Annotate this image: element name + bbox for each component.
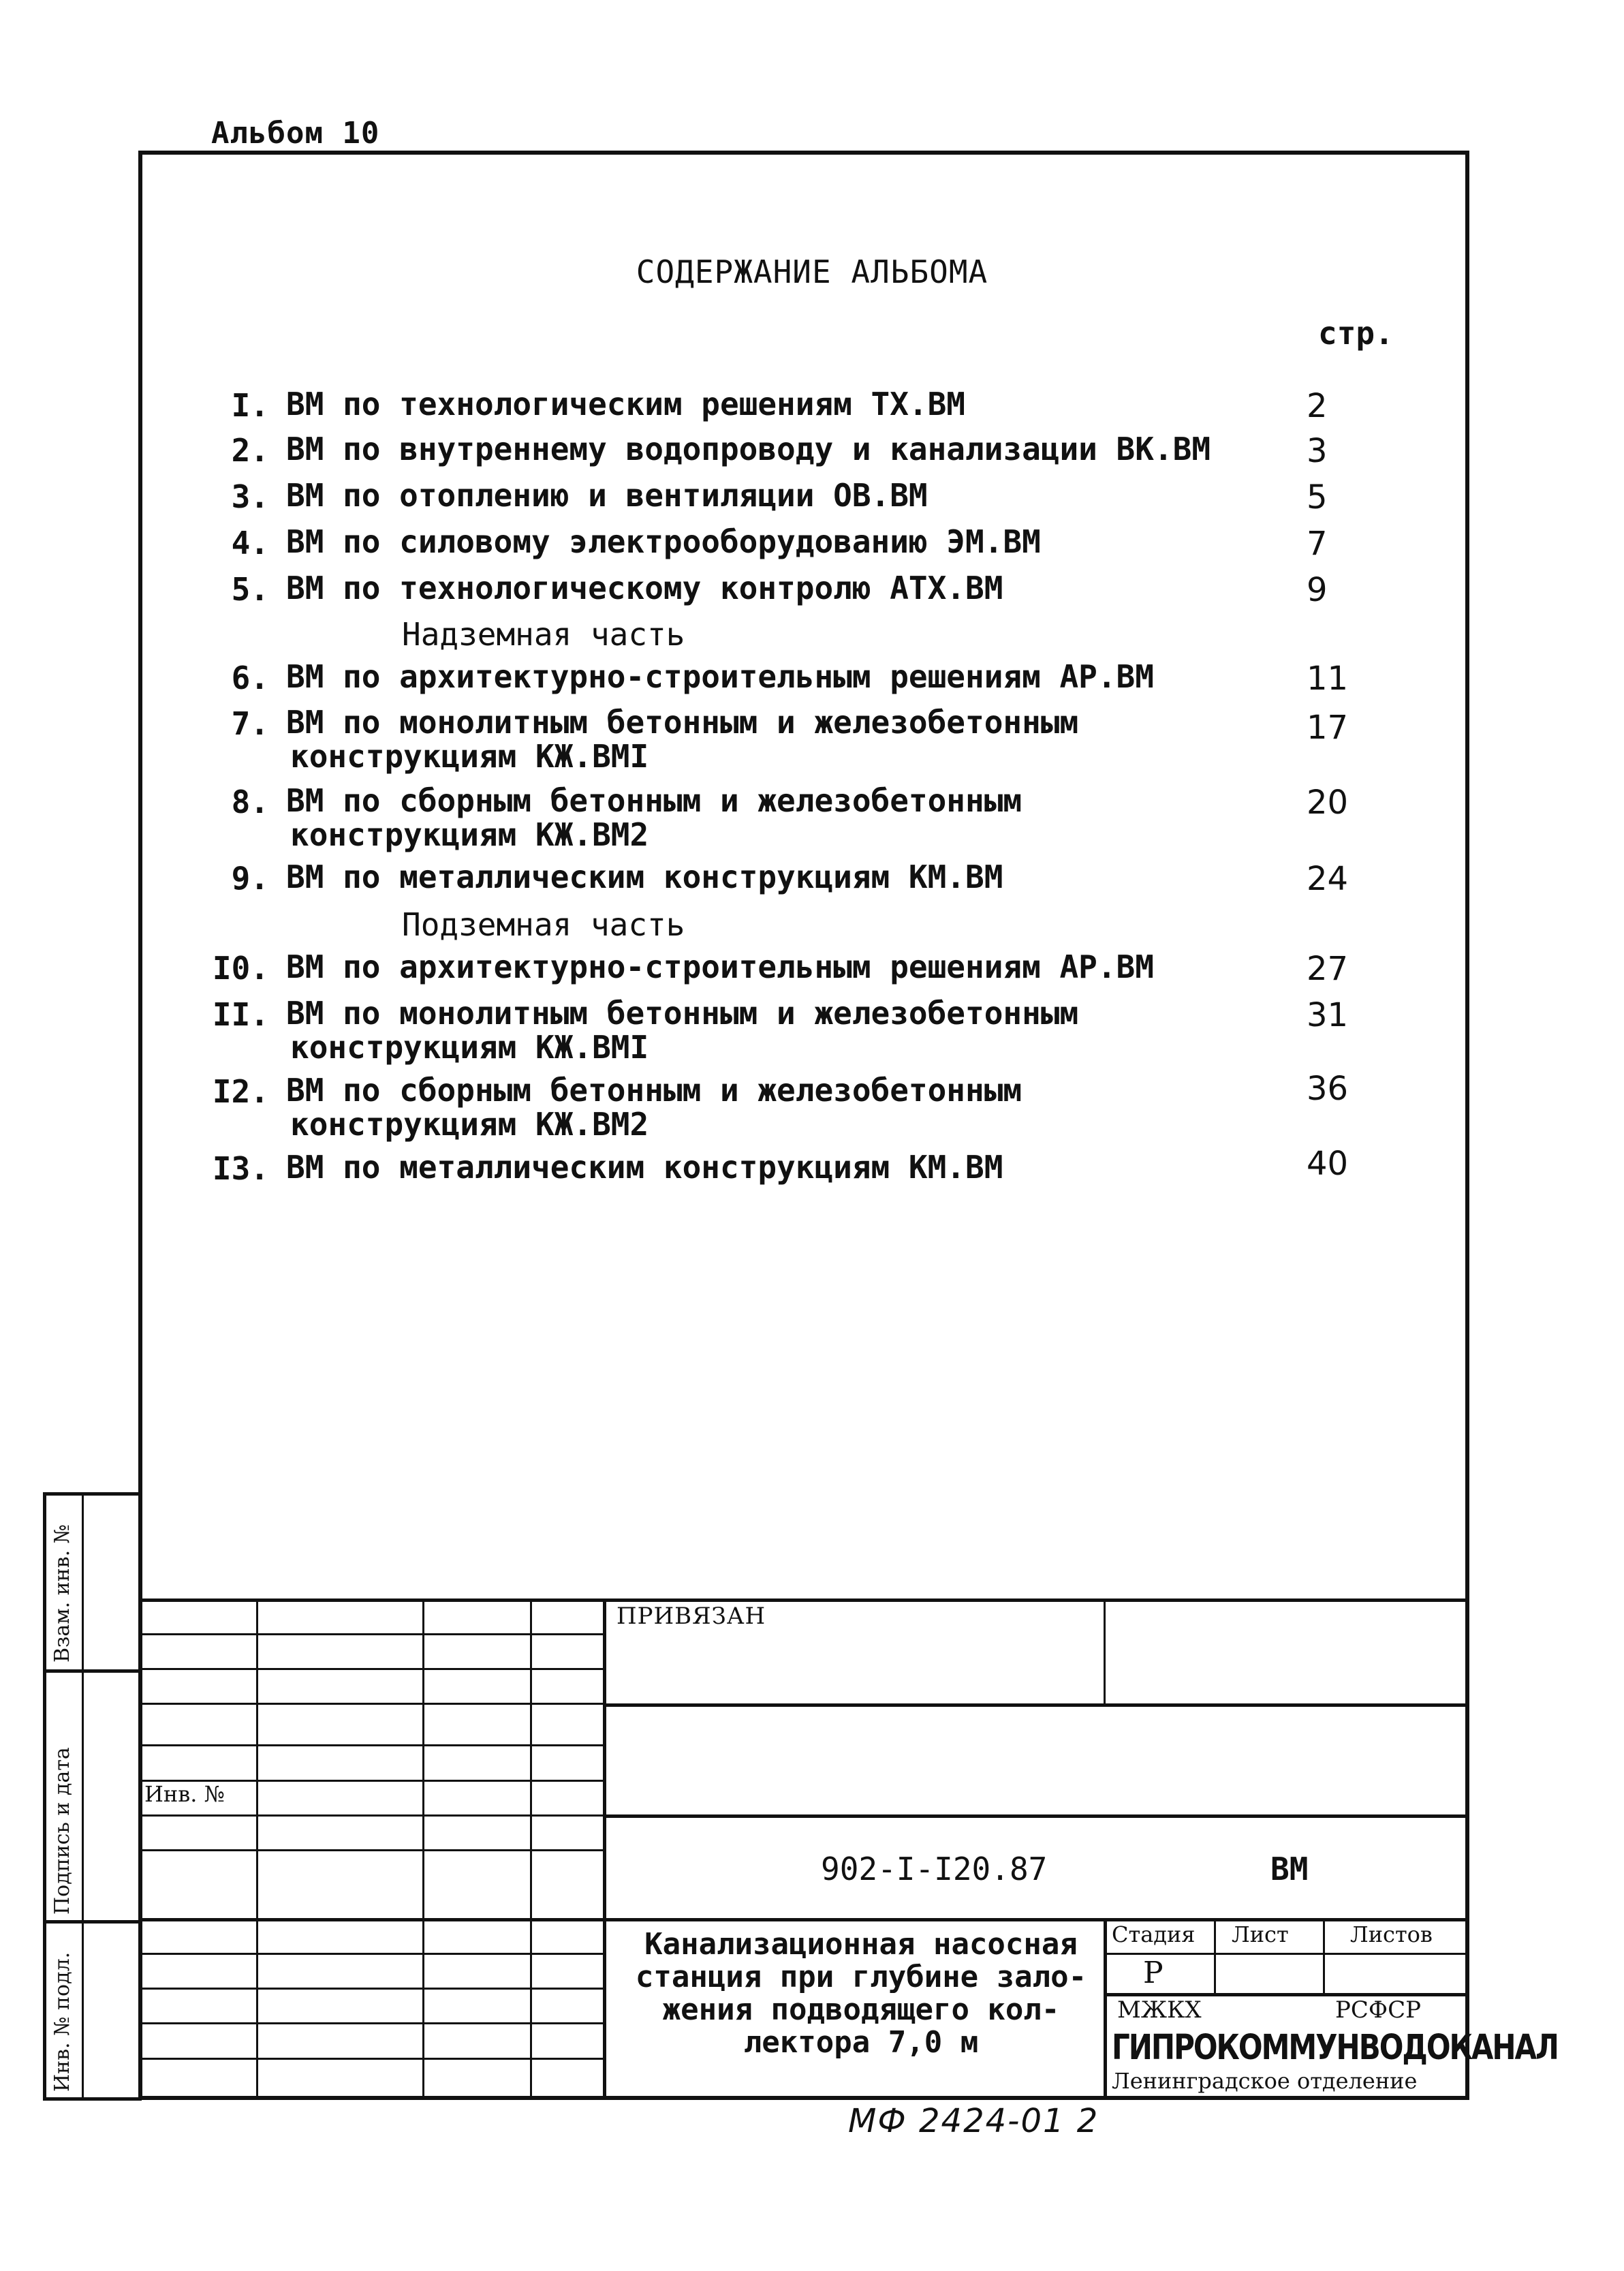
toc-item: ВМ по архитектурно-строительным решениям АР.ВМ [286,658,1154,695]
section-heading: Надземная часть [402,616,685,653]
side-strip-line [43,1669,142,1673]
toc-page: 27 [1307,950,1349,988]
side-label-inv-podl: Инв. № подл. [50,1951,74,2092]
side-strip-bottom [43,2097,142,2101]
side-label-vzam: Взам. инв. № [50,1524,74,1663]
toc-page: 3 [1307,432,1328,470]
toc-page: 31 [1307,996,1349,1034]
toc-page: 11 [1307,660,1349,698]
description-line: станция при глубине зало- [635,1960,1087,1994]
toc-page: 36 [1307,1070,1349,1108]
toc-num: 7. [231,705,269,742]
stage-value: Р [1143,1956,1164,1990]
toc-item: ВМ по металлическим конструкциям КМ.ВМ [286,1149,1003,1186]
album-label: Альбом 10 [211,116,380,151]
toc-num: I3. [212,1150,269,1187]
toc-page: 24 [1307,860,1349,898]
sheets-header: Листов [1350,1921,1433,1947]
grid-line [603,1814,1469,1818]
toc-num: 9. [231,860,269,897]
stamp-top-border [138,1598,1469,1602]
toc-item: ВМ по технологическому контролю АТХ.ВМ [286,570,1003,606]
toc-page: 40 [1307,1145,1349,1183]
organization-name: ГИПРОКОММУНВОДОКАНАЛ [1112,2027,1558,2067]
toc-num: 5. [231,571,269,608]
privyazan-label: ПРИВЯЗАН [616,1603,766,1630]
toc-num: II. [212,996,269,1033]
toc-item: ВМ по сборным бетонным и железобетонным [286,1072,1022,1109]
toc-page: 9 [1307,571,1328,609]
toc-num: I2. [212,1073,269,1110]
grid-line [138,1849,603,1851]
toc-num: 6. [231,660,269,696]
toc-num: 2. [231,432,269,469]
toc-item-continuation: конструкциям КЖ.ВМ2 [290,816,649,853]
description-line: лектора 7,0 м [743,2025,979,2060]
project-description [616,1928,1106,2059]
toc-page: 17 [1307,709,1349,747]
ministry-label: МЖКХ [1117,1996,1202,2024]
grid-line [138,2058,603,2060]
toc-item: ВМ по архитектурно-строительным решениям АР.ВМ [286,948,1154,985]
toc-num: I. [231,387,269,424]
republic-label: РСФСР [1335,1996,1422,2024]
toc-item: ВМ по отоплению и вентиляции ОВ.ВМ [286,477,928,514]
grid-line [603,1918,1469,1921]
grid-line [1104,1598,1106,1706]
grid-line [138,1953,603,1955]
toc-page: 20 [1307,784,1349,822]
doc-code: 902-I-I20.87 [821,1851,1048,1887]
side-label-podpis: Подпись и дата [50,1747,74,1915]
grid-line [138,1703,603,1705]
section-heading: Подземная часть [402,906,685,943]
toc-item-continuation: конструкциям КЖ.ВМI [290,1029,649,1066]
grid-line [138,1633,603,1635]
toc-item: ВМ по силовому электрооборудованию ЭМ.ВМ [286,523,1041,560]
page-title: СОДЕРЖАНИЕ АЛЬБОМА [636,253,988,290]
grid-line [138,1918,603,1921]
side-strip-top [43,1492,142,1496]
grid-line [1104,1918,1107,2100]
toc-item: ВМ по монолитным бетонным и железобетонным [286,995,1079,1032]
toc-item: ВМ по технологическим решениям ТХ.ВМ [286,386,965,422]
toc-num: 8. [231,784,269,820]
branch-name: Ленинградское отделение [1112,2068,1418,2094]
toc-item: ВМ по внутреннему водопроводу и канализации ВК.ВМ [286,431,1211,467]
grid-line [603,1703,1469,1707]
footer-handwritten-code: МФ 2424-01 2 [848,2102,1099,2140]
toc-item: ВМ по металлическим конструкциям КМ.ВМ [286,859,1003,895]
toc-item: ВМ по монолитным бетонным и железобетонным [286,704,1079,741]
side-strip-line [43,1920,142,1924]
grid-line [1323,1918,1325,1994]
toc-page: 2 [1307,387,1328,425]
toc-page: 5 [1307,478,1328,516]
description-line: жения подводящего кол- [662,1992,1060,2027]
grid-line [603,1598,606,2100]
grid-line [1214,1918,1216,1994]
toc-page: 7 [1307,525,1328,563]
toc-item-continuation: конструкциям КЖ.ВМ2 [290,1106,649,1143]
grid-line [138,1988,603,1990]
description-line: Канализационная насосная [644,1927,1078,1962]
grid-line [138,1668,603,1670]
side-strip-divider [82,1492,84,2100]
toc-num: 3. [231,478,269,515]
toc-num: I0. [212,950,269,987]
sheet-header: Лист [1232,1921,1289,1947]
toc-item: ВМ по сборным бетонным и железобетонным [286,782,1022,819]
grid-line [138,1744,603,1746]
side-strip-border [43,1492,46,2100]
page-column-label: стр. [1318,315,1394,352]
grid-line [138,1814,603,1817]
grid-line [1104,1953,1469,1955]
doc-mark: ВМ [1270,1851,1309,1887]
toc-num: 4. [231,525,269,561]
grid-line [138,2022,603,2024]
inv-no-label: Инв. № [144,1781,225,1807]
stage-header: Стадия [1112,1921,1196,1947]
toc-item-continuation: конструкциям КЖ.ВМI [290,738,649,775]
